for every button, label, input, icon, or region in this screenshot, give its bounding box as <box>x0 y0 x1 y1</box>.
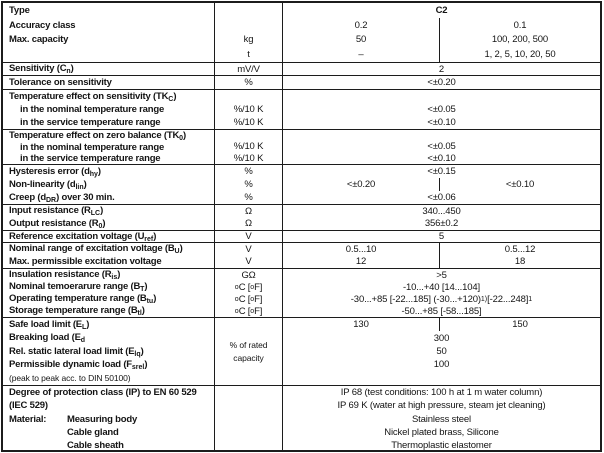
label-column <box>3 386 215 452</box>
value-cell: Thermoplastic elastomer <box>391 439 492 451</box>
section-temp-effect-sensitivity <box>3 90 600 130</box>
unit-cell <box>215 399 282 412</box>
unit-cell: Ω <box>245 218 252 230</box>
value-column <box>283 90 600 129</box>
unit-cell: mV/V <box>237 63 260 75</box>
value-cell: IP 69 K (water at high pressure, steam jet cleaning) <box>337 400 546 412</box>
spec-label <box>3 218 214 231</box>
value-cell: <±0.20 <box>427 77 456 88</box>
spec-label <box>3 178 214 191</box>
value-cell <box>283 90 600 103</box>
spec-label <box>3 386 214 399</box>
unit-cell: V <box>245 243 252 255</box>
value-cell: >5 <box>436 269 447 281</box>
spec-label <box>3 63 214 75</box>
spec-label <box>3 116 214 129</box>
unit-line: capacity <box>233 352 264 363</box>
label-column <box>3 63 215 75</box>
unit-cell <box>215 386 282 399</box>
spec-label <box>3 318 214 331</box>
unit-column <box>215 3 283 62</box>
value-cell: <±0.10 <box>427 117 456 128</box>
unit-column <box>215 205 283 230</box>
label-column <box>3 243 215 268</box>
unit-cell: o C [ o F] <box>234 293 263 305</box>
section-reference-voltage <box>3 231 600 243</box>
unit-cell: %/10 K <box>233 152 264 164</box>
value-row-split <box>283 178 600 191</box>
section-sensitivity <box>3 63 600 76</box>
unit-column <box>215 63 283 75</box>
value-class-0.2: 0.5...10 <box>283 243 440 256</box>
label-text: Insulation resistance $(R_{is})$ <box>9 269 121 281</box>
value-column <box>283 231 600 242</box>
unit-cell: V <box>245 256 252 268</box>
unit-cell <box>215 3 282 18</box>
value-class-0.1: 0.5...12 <box>504 243 536 255</box>
section-load-limits <box>3 318 600 386</box>
value-cell: C2 <box>435 4 448 16</box>
value-column <box>283 63 600 75</box>
value-cell: Nickel plated brass, Silicone <box>384 426 499 438</box>
unit-cell: Ω <box>245 205 252 217</box>
spec-label <box>3 256 214 269</box>
label-text: Degree of protection class (IP) to EN 60 529 <box>9 387 197 399</box>
spec-label <box>3 358 214 371</box>
spec-label <box>3 18 214 33</box>
section-resistance <box>3 205 600 231</box>
value-class-0.1: 1, 2, 5, 10, 20, 50 <box>484 49 556 61</box>
spec-label <box>3 399 214 412</box>
label-prefix: Material: <box>9 413 47 425</box>
value-cell: 2 <box>438 63 445 75</box>
unit-column <box>215 76 283 89</box>
label-column <box>3 130 215 164</box>
label-text: Nominal range of excitation voltage $(B_U)$ <box>9 243 183 256</box>
unit-cell: kg <box>243 34 254 46</box>
unit-cell: t <box>247 49 250 61</box>
label-text: Input resistance $(R_{LC})$ <box>9 205 104 218</box>
value-row-split <box>283 318 600 331</box>
spec-label <box>3 90 214 103</box>
section-hysteresis-linearity-creep <box>3 165 600 205</box>
unit-cell: %/10 K <box>233 117 264 128</box>
unit-cell: %/10 K <box>233 141 264 153</box>
value-column <box>283 3 600 62</box>
value-column <box>283 76 600 89</box>
label-text: Permissible dynamic load $(F_{srel})$ <box>9 358 148 371</box>
value-class-0.2: 130 <box>283 318 440 331</box>
spec-label <box>3 153 214 164</box>
unit-column <box>215 318 283 385</box>
label-text: Temperature effect on sensitivity $(TK_C)$ <box>9 90 177 103</box>
label-text: Rel. static lateral load limit $(E_{lq})$ <box>9 345 144 358</box>
label-text: Cable sheath <box>67 439 124 451</box>
label-text: Cable gland <box>67 426 119 438</box>
unit-cell <box>215 426 282 439</box>
label-text: in the nominal temperature range <box>20 104 165 115</box>
label-text: Max. permissible excitation voltage <box>9 256 162 268</box>
unit-cell <box>215 130 282 141</box>
label-text: Max. capacity <box>9 34 69 46</box>
value-class-0.1: 150 <box>512 319 528 331</box>
spec-label <box>3 412 214 425</box>
label-column <box>3 318 215 385</box>
label-text: Type <box>9 4 30 16</box>
unit-column <box>215 269 283 317</box>
value-cell: 340...450 <box>422 205 461 217</box>
spec-label <box>3 293 214 305</box>
value-class-0.2: 50 <box>283 33 440 48</box>
spec-label <box>3 426 214 439</box>
unit-cell <box>215 439 282 452</box>
spec-label <box>3 281 214 293</box>
label-text: Sensitivity $(C_n)$ <box>9 63 74 75</box>
value-row-split <box>283 243 600 256</box>
value-class-0.2: <±0.20 <box>283 178 440 191</box>
unit-cell <box>215 18 282 33</box>
spec-label <box>3 33 214 48</box>
value-column <box>283 205 600 230</box>
label-text: Hysteresis error $(d_{hy})$ <box>9 165 101 178</box>
value-row-split <box>283 33 600 48</box>
value-column <box>283 386 600 452</box>
value-cell: 50 <box>436 346 447 358</box>
section-insulation-temperature <box>3 269 600 318</box>
label-text: Non-linearity $(d_{lin})$ <box>9 178 87 191</box>
label-text: in the service temperature range <box>20 117 161 128</box>
spec-label <box>3 205 214 218</box>
label-text: (peak to peak acc. to DIN 50100) <box>9 373 131 384</box>
spec-label <box>3 165 214 178</box>
label-column <box>3 205 215 230</box>
label-text: Accuracy class <box>9 19 76 31</box>
value-cell: 356±0.2 <box>424 218 459 230</box>
label-text: Operating temperature range $(B_{tu})$ <box>9 293 157 305</box>
label-text: Creep $(d_{DR})$ over 30 min. <box>9 191 115 204</box>
unit-block <box>215 339 282 364</box>
label-text: Nominal temoerarure range $(B_T)$ <box>9 281 148 293</box>
value-cell: -10...+40 [14...104] <box>402 281 481 293</box>
label-text: Tolerance on sensitivity <box>9 77 112 88</box>
unit-cell <box>215 412 282 425</box>
spec-label <box>3 345 214 358</box>
label-text: Temperature effect on zero balance $(TK_0)$ <box>9 130 187 142</box>
label-column <box>3 231 215 242</box>
label-column <box>3 165 215 204</box>
unit-column <box>215 90 283 129</box>
spec-label <box>3 103 214 116</box>
value-column <box>283 165 600 204</box>
section-type-capacity <box>3 3 600 63</box>
unit-cell: % <box>244 192 253 203</box>
spec-label <box>3 3 214 18</box>
value-row-split <box>283 47 600 62</box>
value-row-split <box>283 256 600 269</box>
unit-column <box>215 231 283 242</box>
value-cell: <±0.10 <box>427 152 456 164</box>
unit-cell: V <box>245 231 252 242</box>
value-class-0.2: 0.2 <box>283 18 440 33</box>
label-column <box>3 269 215 317</box>
label-column <box>3 76 215 89</box>
value-cell: 100 <box>433 359 450 371</box>
spec-label <box>3 243 214 256</box>
value-class-0.1: 0.1 <box>513 19 527 31</box>
value-column <box>283 243 600 268</box>
value-cell: <±0.05 <box>427 141 456 153</box>
label-text: in the nominal temperature range <box>20 142 165 153</box>
value-cell: <±0.05 <box>427 104 456 115</box>
label-text: Output resistance $(R_0)$ <box>9 217 106 230</box>
value-row-split <box>283 18 600 33</box>
spec-label <box>3 372 214 385</box>
unit-cell: o C [ o F] <box>234 281 263 293</box>
value-column <box>283 269 600 317</box>
unit-column <box>215 165 283 204</box>
value-class-0.2: 12 <box>283 256 440 269</box>
unit-column <box>215 386 283 452</box>
value-cell: 300 <box>433 332 450 344</box>
spec-label <box>3 76 214 89</box>
value-cell <box>283 130 600 141</box>
label-text: Storage temperature range $(B_{tl})$ <box>9 305 145 317</box>
spec-label <box>3 231 214 242</box>
unit-line: % of rated <box>229 340 268 351</box>
value-column <box>283 318 600 385</box>
value-cell: Stainless steel <box>411 413 471 425</box>
label-text: Measuring body <box>67 413 138 425</box>
unit-cell: % <box>244 77 253 88</box>
value-cell <box>283 372 600 385</box>
label-column <box>3 90 215 129</box>
spec-label <box>3 331 214 344</box>
spec-label <box>3 439 214 452</box>
spec-label <box>3 47 214 62</box>
spec-label <box>3 191 214 204</box>
unit-cell: % <box>244 179 253 190</box>
value-class-0.2: – <box>283 47 440 62</box>
unit-cell: GΩ <box>241 269 256 281</box>
label-text: Safe load limit $(E_L)$ <box>9 318 90 331</box>
value-class-0.1: 100, 200, 500 <box>491 34 549 46</box>
value-column <box>283 130 600 164</box>
value-cell: IP 68 (test conditions: 100 h at 1 m water column) <box>340 387 543 399</box>
label-text: in the service temperature range <box>20 153 161 164</box>
label-text: Breaking load ($E_d$ <box>9 332 86 345</box>
spec-label <box>3 269 214 281</box>
value-cell: -50...+85 [-58...185] <box>401 305 482 317</box>
unit-cell: % <box>244 166 253 177</box>
spec-table <box>1 1 602 452</box>
unit-column <box>215 243 283 268</box>
unit-cell <box>215 90 282 103</box>
unit-cell: o C [ o F] <box>234 305 263 317</box>
value-cell: <±0.06 <box>427 192 456 203</box>
spec-label <box>3 305 214 317</box>
value-cell: <±0.15 <box>427 166 456 177</box>
label-column <box>3 3 215 62</box>
label-text: (IEC 529) <box>9 400 48 412</box>
unit-column <box>215 130 283 164</box>
value-cell: 5 <box>438 231 445 242</box>
value-class-0.1: 18 <box>514 256 526 268</box>
value-cell: -30...+85 [-22...185] (-30...+120) 1) [-22...248] 1 <box>350 293 533 305</box>
section-excitation-voltage <box>3 243 600 269</box>
spec-label <box>3 142 214 153</box>
spec-label <box>3 130 214 142</box>
section-temp-effect-zero <box>3 130 600 165</box>
section-protection-material <box>3 386 600 452</box>
label-text: Reference excitation voltage $(U_{ref})$ <box>9 231 157 242</box>
section-tolerance-sensitivity <box>3 76 600 90</box>
unit-cell: %/10 K <box>233 104 264 115</box>
value-class-0.1: <±0.10 <box>505 179 535 190</box>
